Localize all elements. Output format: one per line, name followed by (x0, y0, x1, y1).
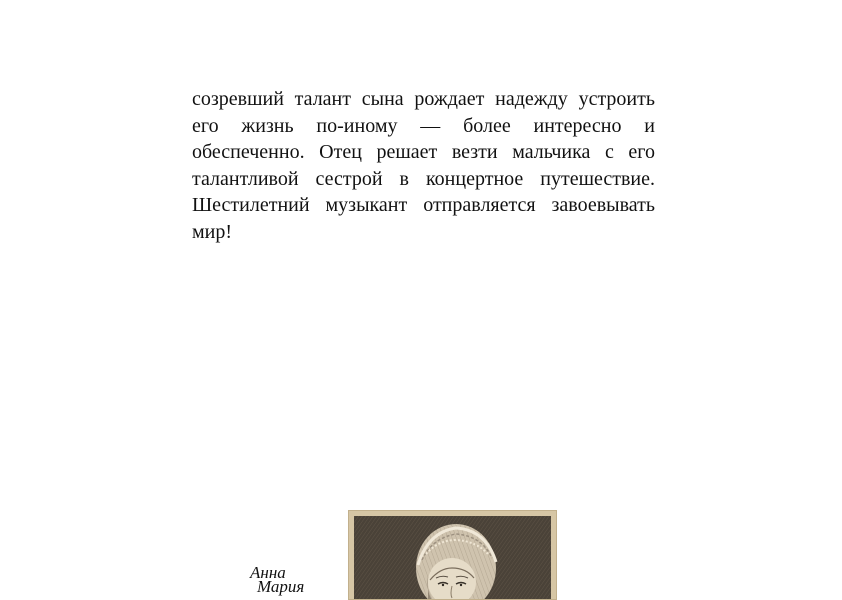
portrait-image (348, 510, 557, 600)
portrait-caption-line-1: Анна (250, 563, 286, 582)
paragraph-line-1: созревший талант сына рождает надежду устроить (192, 88, 655, 110)
engraved-portrait-drawing (348, 510, 557, 600)
portrait-caption (250, 563, 305, 596)
paragraph-line-6: мир! (192, 220, 233, 243)
paragraph-line-2: его жизнь по-иному — более интересно и (192, 114, 655, 137)
paragraph-line-5: Шестилетний музыкант отправляется завоевывать (192, 194, 655, 216)
portrait-caption-line-2: Мария (257, 577, 305, 596)
paragraph-line-3: обеспеченно. Отец решает везти мальчика с его (192, 141, 655, 163)
paragraph-line-4: талантливой сестрой в концертное путешествие. (192, 167, 655, 190)
body-paragraph (192, 86, 655, 245)
